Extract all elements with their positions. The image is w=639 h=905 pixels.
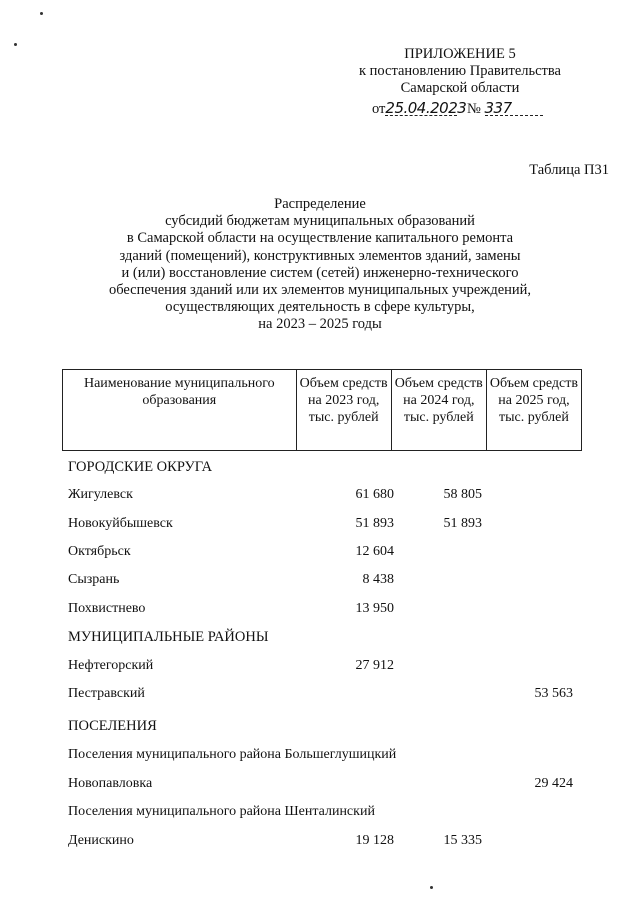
table-row [68, 542, 582, 562]
title-line: зданий (помещений), конструктивных элементов зданий, замены [119, 247, 521, 264]
value-2024: 15 335 [443, 833, 482, 848]
appendix-date-line [300, 101, 620, 118]
table-row [68, 774, 582, 794]
table-row [68, 831, 582, 851]
section-heading: ПОСЕЛЕНИЯ [68, 718, 157, 734]
title-line: Распределение [274, 196, 366, 212]
table-row [68, 745, 582, 765]
section-heading: МУНИЦИПАЛЬНЫЕ РАЙОНЫ [68, 629, 269, 645]
title-line: в Самарской области на осуществление капитального ремонта [126, 230, 514, 247]
table-row [68, 599, 582, 619]
header-2023: Объем средств на 2023 год, тыс. рублей [296, 370, 391, 451]
value-2023: 13 950 [355, 601, 394, 616]
table-row [68, 716, 582, 736]
appendix-title: ПРИЛОЖЕНИЕ 5 [404, 46, 516, 62]
table-row [68, 514, 582, 534]
section-heading: ГОРОДСКИЕ ОКРУГА [68, 459, 213, 475]
scan-speck [430, 886, 433, 889]
table-header [62, 369, 582, 451]
header-2024: Объем средств на 2024 год, тыс. рублей [391, 370, 486, 451]
header-2025: Объем средств на 2025 год, тыс. рублей [486, 370, 581, 451]
table-row [68, 485, 582, 505]
row-name: Жигулевск [68, 487, 133, 502]
value-2023: 51 893 [355, 516, 394, 531]
scan-speck [14, 43, 17, 46]
row-name: Денискино [68, 833, 134, 848]
value-2023: 61 680 [355, 487, 394, 502]
title-line: осуществляющих деятельность в сфере культуры, [165, 299, 475, 316]
number-prefix: № [467, 101, 481, 117]
table-row [68, 457, 582, 477]
row-name: Поселения муниципального района Большеглушицкий [68, 747, 397, 762]
title-line: обеспечения зданий или их элементов муниципальных учреждений, [108, 282, 532, 299]
handwritten-number: 337 [485, 101, 543, 116]
title-line: субсидий бюджетам муниципальных образований [165, 213, 475, 230]
value-2023: 8 438 [362, 572, 394, 587]
row-name: Октябрьск [68, 544, 131, 559]
row-name: Новопавловка [68, 776, 153, 791]
table-row [68, 802, 582, 822]
date-prefix: от [372, 101, 386, 117]
value-2024: 58 805 [443, 487, 482, 502]
value-2023: 27 912 [355, 658, 394, 673]
value-2023: 19 128 [355, 833, 394, 848]
scan-speck [40, 12, 43, 15]
row-name: Сызрань [68, 572, 120, 587]
handwritten-date: 25.04.2023 [385, 99, 467, 117]
document-title [60, 196, 580, 334]
value-2025: 53 563 [534, 686, 573, 701]
row-name: Поселения муниципального района Шенталинский [68, 804, 375, 819]
appendix-subtitle: к постановлению Правительства [359, 63, 561, 79]
value-2023: 12 604 [355, 544, 394, 559]
appendix-block [300, 46, 620, 117]
title-line: и (или) восстановление систем (сетей) инженерно-технического [121, 264, 519, 281]
row-name: Новокуйбышевск [68, 516, 173, 531]
appendix-region: Самарской области [400, 80, 520, 96]
header-name: Наименование муниципального образования [63, 370, 297, 451]
value-2024: 51 893 [443, 516, 482, 531]
value-2025: 29 424 [534, 776, 573, 791]
table-row [68, 570, 582, 590]
row-name: Похвистнево [68, 601, 146, 616]
table-row [68, 627, 582, 647]
table-row [68, 684, 582, 704]
table-number: Таблица П31 [529, 162, 609, 178]
row-name: Нефтегорский [68, 658, 154, 673]
row-name: Пестравский [68, 686, 145, 701]
table-row [68, 656, 582, 676]
title-line: на 2023 – 2025 годы [258, 316, 382, 333]
